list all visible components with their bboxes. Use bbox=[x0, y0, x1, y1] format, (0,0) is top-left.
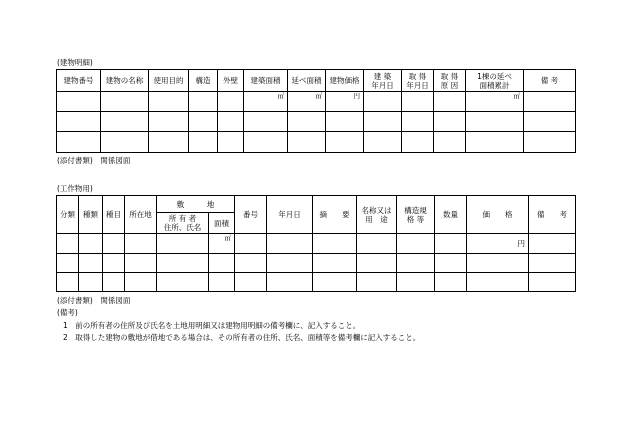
header-acquisition-cause: 取 得 原 因 bbox=[434, 70, 466, 92]
header-owner: 所 有 者 住所、氏名 bbox=[157, 213, 209, 234]
structures-table bbox=[56, 195, 576, 292]
header-category: 分類 bbox=[57, 196, 79, 234]
table-cell[interactable] bbox=[364, 112, 402, 132]
table-cell[interactable] bbox=[402, 132, 434, 153]
header-exterior-wall: 外壁 bbox=[218, 70, 244, 92]
table-cell[interactable] bbox=[79, 253, 103, 272]
header-building-name: 建物の名称 bbox=[101, 70, 149, 92]
header-spec: 構造規 格 等 bbox=[397, 196, 435, 234]
table-cell[interactable] bbox=[218, 112, 244, 132]
table-cell[interactable] bbox=[529, 272, 576, 291]
table-cell[interactable] bbox=[103, 253, 125, 272]
table-cell[interactable] bbox=[313, 272, 357, 291]
table-cell[interactable] bbox=[435, 272, 467, 291]
table-cell[interactable] bbox=[235, 253, 267, 272]
table-cell[interactable] bbox=[57, 112, 101, 132]
buildings-header-row bbox=[57, 70, 576, 92]
note-item: 2 取得した建物の敷地が借地である場合は、その所有者の住所、氏名、面積等を備考欄に記入すること。 bbox=[63, 333, 421, 342]
header-structure: 構造 bbox=[189, 70, 218, 92]
header-item: 種目 bbox=[103, 196, 125, 234]
table-cell[interactable] bbox=[149, 92, 189, 112]
header-building-number: 建物番号 bbox=[57, 70, 101, 92]
table-cell[interactable] bbox=[218, 92, 244, 112]
table-cell[interactable] bbox=[397, 234, 435, 253]
header-purpose: 使用目的 bbox=[149, 70, 189, 92]
table-row bbox=[57, 92, 576, 112]
table-cell[interactable] bbox=[149, 112, 189, 132]
table-cell[interactable] bbox=[364, 92, 402, 112]
header-type: 種類 bbox=[79, 196, 103, 234]
table-cell[interactable] bbox=[435, 234, 467, 253]
table-cell[interactable] bbox=[125, 253, 157, 272]
table-cell[interactable] bbox=[397, 272, 435, 291]
table-cell[interactable] bbox=[79, 234, 103, 253]
header-acquisition-date: 取 得 年月日 bbox=[402, 70, 434, 92]
table-cell[interactable] bbox=[357, 272, 397, 291]
table-row bbox=[57, 132, 576, 153]
table-cell[interactable] bbox=[57, 272, 79, 291]
table-cell[interactable] bbox=[125, 234, 157, 253]
header-floor-area: 延べ面積 bbox=[288, 70, 326, 92]
table-row bbox=[57, 272, 576, 291]
table-row bbox=[57, 112, 576, 132]
table-cell[interactable] bbox=[364, 132, 402, 153]
table-cell[interactable] bbox=[218, 132, 244, 153]
header-summary: 摘 要 bbox=[313, 196, 357, 234]
table-cell[interactable] bbox=[101, 132, 149, 153]
header-construction-date: 建 築 年月日 bbox=[364, 70, 402, 92]
table-cell[interactable] bbox=[397, 253, 435, 272]
table-cell[interactable] bbox=[524, 132, 576, 153]
unit-sqm[interactable]: ㎡ bbox=[288, 92, 326, 112]
table-cell[interactable] bbox=[267, 234, 313, 253]
table-cell[interactable] bbox=[189, 92, 218, 112]
table-cell[interactable] bbox=[57, 253, 79, 272]
table-cell[interactable] bbox=[402, 92, 434, 112]
buildings-attachment: (添付書類) 関係図面 bbox=[57, 156, 131, 165]
table-cell[interactable] bbox=[529, 253, 576, 272]
table-cell[interactable] bbox=[524, 112, 576, 132]
table-cell[interactable] bbox=[189, 112, 218, 132]
table-cell[interactable] bbox=[467, 272, 529, 291]
header-location: 所在地 bbox=[125, 196, 157, 234]
table-cell[interactable] bbox=[357, 234, 397, 253]
table-cell[interactable] bbox=[313, 253, 357, 272]
unit-yen[interactable]: 円 bbox=[467, 234, 529, 253]
table-row bbox=[57, 253, 576, 272]
header-remarks: 備 考 bbox=[524, 70, 576, 92]
table-cell[interactable] bbox=[157, 253, 209, 272]
table-cell[interactable] bbox=[57, 234, 79, 253]
table-row bbox=[57, 234, 576, 253]
unit-yen[interactable]: 円 bbox=[326, 92, 364, 112]
table-cell[interactable] bbox=[466, 132, 524, 153]
table-cell[interactable] bbox=[244, 132, 288, 153]
table-cell[interactable] bbox=[326, 132, 364, 153]
table-cell[interactable] bbox=[435, 253, 467, 272]
table-cell[interactable] bbox=[267, 272, 313, 291]
table-cell[interactable] bbox=[529, 234, 576, 253]
header-cumulative-area: 1棟の延べ 面積累計 bbox=[466, 70, 524, 92]
table-cell[interactable] bbox=[235, 272, 267, 291]
header-date: 年月日 bbox=[267, 196, 313, 234]
unit-sqm[interactable]: ㎡ bbox=[466, 92, 524, 112]
table-cell[interactable] bbox=[57, 132, 101, 153]
header-name-use: 名称又は 用 途 bbox=[357, 196, 397, 234]
header-price: 価 格 bbox=[467, 196, 529, 234]
table-cell[interactable] bbox=[466, 112, 524, 132]
table-cell[interactable] bbox=[209, 272, 235, 291]
header-area: 面積 bbox=[209, 213, 235, 234]
structures-caption: (工作物用) bbox=[57, 184, 93, 193]
table-cell[interactable] bbox=[267, 253, 313, 272]
unit-sqm[interactable]: ㎡ bbox=[209, 234, 235, 253]
table-cell[interactable] bbox=[101, 112, 149, 132]
table-cell[interactable] bbox=[326, 112, 364, 132]
table-cell[interactable] bbox=[402, 112, 434, 132]
table-cell[interactable] bbox=[103, 234, 125, 253]
table-cell[interactable] bbox=[357, 253, 397, 272]
table-cell[interactable] bbox=[157, 234, 209, 253]
header-site: 敷 地 bbox=[157, 196, 235, 213]
table-cell[interactable] bbox=[101, 92, 149, 112]
table-cell[interactable] bbox=[288, 112, 326, 132]
table-cell[interactable] bbox=[467, 253, 529, 272]
table-cell[interactable] bbox=[244, 112, 288, 132]
header-quantity: 数量 bbox=[435, 196, 467, 234]
table-cell[interactable] bbox=[189, 132, 218, 153]
table-cell[interactable] bbox=[288, 132, 326, 153]
note-item: 1 前の所有者の住所及び氏名を土地用明細又は建物用明細の備考欄に、記入すること。 bbox=[63, 321, 361, 330]
table-cell[interactable] bbox=[149, 132, 189, 153]
table-cell[interactable] bbox=[235, 234, 267, 253]
table-cell[interactable] bbox=[79, 272, 103, 291]
buildings-table bbox=[56, 69, 576, 153]
structures-attachment: (添付書類) 関係図面 bbox=[57, 296, 131, 305]
table-cell[interactable] bbox=[209, 253, 235, 272]
header-number: 番号 bbox=[235, 196, 267, 234]
structures-header-row-1 bbox=[57, 196, 576, 213]
table-cell[interactable] bbox=[157, 272, 209, 291]
notes-title: (備考) bbox=[57, 308, 78, 317]
table-cell[interactable] bbox=[434, 112, 466, 132]
table-cell[interactable] bbox=[103, 272, 125, 291]
header-building-price: 建物価格 bbox=[326, 70, 364, 92]
table-cell[interactable] bbox=[434, 92, 466, 112]
header-remarks: 備 考 bbox=[529, 196, 576, 234]
table-cell[interactable] bbox=[125, 272, 157, 291]
table-cell[interactable] bbox=[313, 234, 357, 253]
table-cell[interactable] bbox=[57, 92, 101, 112]
unit-sqm[interactable]: ㎡ bbox=[244, 92, 288, 112]
table-cell[interactable] bbox=[434, 132, 466, 153]
table-cell[interactable] bbox=[524, 92, 576, 112]
buildings-caption: (建物明細) bbox=[57, 58, 93, 67]
header-building-area: 建築面積 bbox=[244, 70, 288, 92]
